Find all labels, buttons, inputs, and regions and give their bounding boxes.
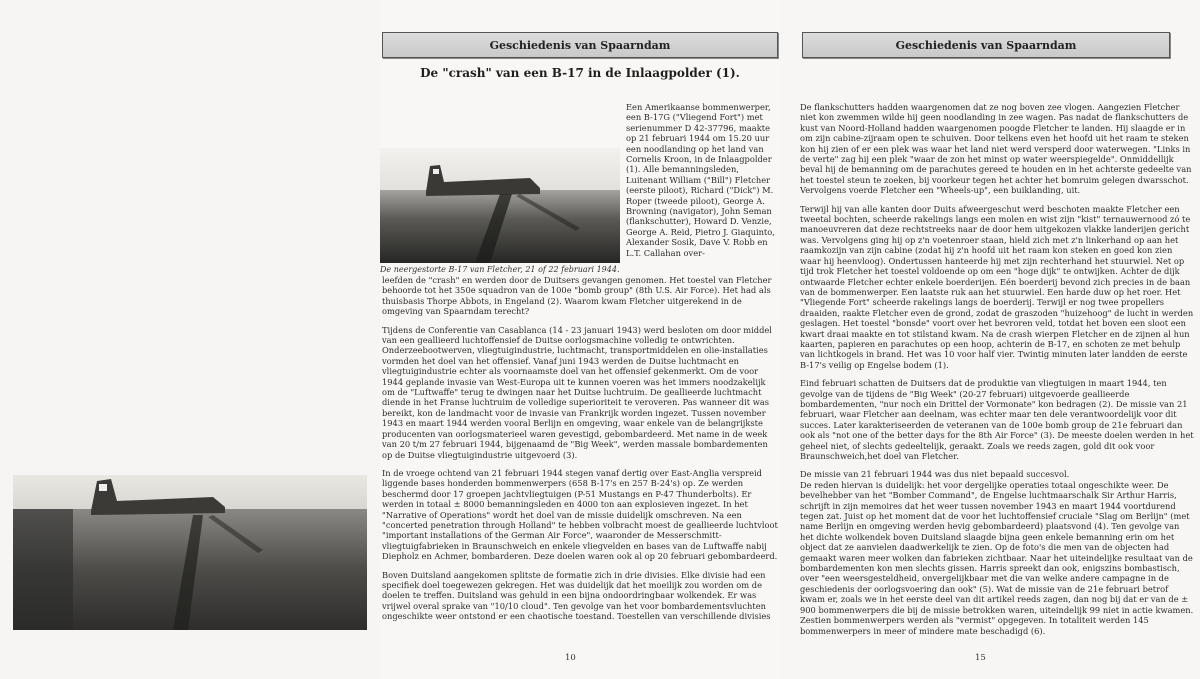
page-header: Geschiedenis van Spaarndam bbox=[802, 32, 1170, 58]
left-scan-page bbox=[0, 0, 380, 679]
paragraph: Eind februari schatten de Duitsers dat de produktie van vliegtuigen in maart 1944, ten gevolge van de tijdens de "Big Week" (20-27 februari) uitgevoerde geallieerde bombardementen, "nur noch ein Drittel der Vormonate" kon bedragen (2). De missie van 21 februari, waar Fletcher aan deelnam, was echter maar ten dele verantwoordelijk voor dit succes. Later karakteriseerden de veteranen van de 100e bomb group de 21e februari dan ook als "not one of the better days for the 8th Air Force" (3). De meeste doelen werden in het geheel niet, of slechts gedeeltelijk, geraakt. Zoals we reeds zagen, gold dit ook voor Braunschweich,het doel van Fletcher. bbox=[800, 378, 1194, 461]
paragraph: De missie van 21 februari 1944 was dus niet bepaald succesvol. bbox=[800, 469, 1070, 480]
paragraph: In de vroege ochtend van 21 februari 1944 stegen vanaf dertig over East-Anglia verspreid liggende bases honderden bommenwerpers (658 B-17's en 257 B-24's) op. Ze werden beschermd door 17 groepen jachtvliegtuigen (P-51 Mustangs en P-47 Thunderbolts). Er werden in totaal ± 8000 bemanningsleden en 4000 ton aan explosieven ingezet. In het "Narrative of Operations" wordt het doel van de missie duidelijk omschreven. Na een "concerted penetration through Holland" te hebben volbracht moest de geallieerde luchtvloot "important installations of the German Air Force", waaronder de Messerschmitt-vliegtuigfabrieken in Braunschweich en enkele vliegvelden en bases van de Luftwaffe nabij Diepholz en Achmer, bombarderen. Deze doelen waren ook al op 20 februari gebombardeerd. bbox=[382, 467, 778, 562]
photo-caption: De neergestorte B-17 van Fletcher, 21 of 22 februari 1944. bbox=[380, 265, 620, 274]
page-15-body bbox=[800, 102, 1195, 644]
page-header: Geschiedenis van Spaarndam bbox=[382, 32, 778, 58]
paragraph: Terwijl hij van alle kanten door Duits afweergeschut werd beschoten maakte Fletcher een tweetal bochten, scheerde rakelings langs een molen en wist zijn "kist" ternauwernood zó te manoeuvreren dat deze rechtstreeks naar de door hem uitgekozen vlakke landerijen gericht was. Vervolgens ging hij op z'n voetenroer staan, hield zich met z'n linkerhand op aan het raamkozijn van zijn cabine (zodat hij z'n hoofd uit het raam kon steken en goed kon zien waar hij heenvloog). Ondertussen hanteerde hij met zijn rechterhand het stuurwiel. Net op tijd trok Fletcher het toestel voldoende op om een "hoge dijk" te ontwijken. Achter de dijk ontwaarde Fletcher echter enkele boerderijen. Eén boerderij bevond zich precies in de baan van de bommenwerper. Een laatste ruk aan het stuurwiel. Een harde duw op het roer. Het "Vliegende Fort" scheerde rakelings langs de boerderij. Terwijl er nog twee propellers draaiden, raakte Fletcher even de grond, zodat de graszoden "huizehoog" de lucht in werden geslagen. Het toestel "bonsde" voort over het bevroren veld, totdat het boven een sloot een kwart draai maakte en tot stilstand kwam. Na de crash wierpen Fletcher en de zijnen al hun kaarten, papieren en parachutes op een hoop, achterin de B-17, en schoten ze met behulp van lichtkogels in brand. Het was 10 voor half vier. Twintig minuten later landden de eerste B-17's veilig op Engelse bodem (1). bbox=[800, 203, 1194, 370]
b17-wreck-photo-large bbox=[13, 475, 367, 630]
paragraph: Tijdens de Conferentie van Casablanca (14 - 23 januari 1943) werd besloten om door middel van een geallieerd luchtoffensief de Duitse oorlogsmachine volledig te ontwrichten. Onderzeebootwerven, vliegtuigindustrie, luchtmacht, transportmiddelen en olie-installaties vormden het doel van het offensief. Vanaf juni 1943 werden de Duitse luchtmacht en vliegtuigindustrie echter als voornaamste doel van het offensief gekenmerkt. Om de voor 1944 geplande invasie van West-Europa uit te kunnen voeren was het immers noodzakelijk om de "Luftwaffe" terug te dwingen naar het Duitse luchtruim. De geallieerde luchtmacht diende in het Franse luchtruim de volledige superioriteit te veroveren. Pas wanneer dit was bereikt, kon de landmacht voor de invasie van Frankrijk worden ingezet. Tussen november 1943 en maart 1944 werden vooral Berlijn en omgeving, waar enkele van de belangrijkste producenten van oorlogsmaterieel waren gevestigd, gebombardeerd. Met name in de week van 20 t/m 27 februari 1944, bijgenaamd de "Big Week", werden massale bombardementen op de Duitse vliegtuigindustrie uitgevoerd (3). bbox=[382, 324, 772, 460]
intro-column-text: Een Amerikaanse bommenwerper, een B-17G ("Vliegend Fort") met serienummer D 42-37796, maakte op 21 februari 1944 om 15.20 uur een noodlanding op het land van Cornelis Kroon, in de Inlaagpolder (1). Alle bemanningsleden, Luitenant William ("Bill") Fletcher (eerste piloot), Richard ("Dick") M. Roper (tweede piloot), George A. Browning (navigator), John Seman (flankschutter), Howard D. Venzie, George A. Reid, Pietro J. Giaquinto, Alexander Sosik, Dave V. Robb en L.T. Callahan over- bbox=[626, 102, 775, 258]
page-number: 15 bbox=[975, 653, 986, 663]
photo-block bbox=[380, 148, 620, 275]
page-number: 10 bbox=[565, 653, 576, 663]
page-10 bbox=[380, 0, 780, 679]
photo-graphic bbox=[13, 475, 367, 630]
paragraph: De flankschutters hadden waargenomen dat ze nog boven zee vlogen. Aangezien Fletcher niet kon zwemmen wilde hij geen noodlanding in zee wagen. Pas nadat de flankschutters de kust van Noord-Holland hadden waargenomen poogde Fletcher te landen. Hij slaagde er in om zijn cabine-zijraam open te schuiven. Door telkens even het hoofd uit het raam te steken kon hij zien of er een plek was waar het land niet werd versperd door waterwegen. "Links in de verte" zag hij een plek "waar de zon het minst op water weerspiegelde". Onmiddellijk beval hij de bemanning om de parachutes gereed te houden en in het achterste gedeelte van het toestel steun te zoeken, bij voorkeur tegen het achter het bomruim gelegen dwarsschot. Vervolgens voerde Fletcher een "Wheels-up", een buiklanding, uit. bbox=[800, 102, 1192, 196]
b17-wreck-photo bbox=[380, 148, 620, 263]
photo-graphic bbox=[380, 148, 620, 263]
paragraph: leefden de "crash" en werden door de Duitsers gevangen genomen. Het toestel van Fletcher behoorde tot het 350e squadron van de 100e "bomb group" (8th U.S. Air Force). Het had als thuisbasis Thorpe Abbots, in Engeland (2). Waarom kwam Fletcher uitgerekend in de omgeving van Spaarndam terecht? bbox=[382, 275, 772, 317]
paragraph: De reden hiervan is duidelijk: het voor dergelijke operaties totaal ongeschikte weer. De bevelhebber van het "Bomber Command", de Engelse luchtmaarschalk Sir Arthur Harris, schrijft in zijn memoires dat het weer tussen november 1943 en maart 1944 voortdurend tegen zat. Juist op het moment dat de voor het luchtoffensief cruciale "Slag om Berlijn" (met name Berlijn en omgeving werden hevig gebombardeerd) plaatsvond (4). Ten gevolge van het dichte wolkendek boven Duitsland slaagde bijna geen enkele bemanning erin om het object dat ze aanvielen daadwerkelijk te zien. Op de foto's die men van de objecten had gemaakt waren meer wolken dan fabrieken zichtbaar. Naar het uiteindelijke resultaat van de bombardementen kon men slechts gissen. Harris spreekt dan ook, enigszins bombastisch, over "een weersgesteldheid, onvergelijkbaar met die van welke andere campagne in de geschiedenis der oorlogsvoering dan ook" (5). Wat de missie van de 21e februari betrof kwam er, zoals we in het eerste deel van dit artikel reeds zagen, dan nog bij dat er van de ± 900 bommenwerpers die bij de missie betrokken waren, uiteindelijk 99 niet in actie kwamen. Zestien bommenwerpers werden als "vermist" opgegeven. In totaliteit werden 145 bommenwerpers in meer of mindere mate beschadigd (6). bbox=[800, 479, 1194, 636]
page-10-body bbox=[382, 102, 778, 630]
paragraph: Boven Duitsland aangekomen splitste de formatie zich in drie divisies. Elke divisie had een specifiek doel toegewezen gekregen. Het was duidelijk dat het moeilijk zou worden om de doelen te treffen. Duitsland was gehuld in een bijna ondoordringbaar wolkendek. Er was vrijwel overal sprake van "10/10 cloud". Ten gevolge van het voor bombardementsvluchten ongeschikte weer ontstond er een chaotische toestand. Toestellen van verschillende divisies bbox=[382, 569, 771, 622]
article-title: De "crash" van een B-17 in de Inlaagpolder (1). bbox=[420, 66, 740, 80]
page-15 bbox=[780, 0, 1200, 679]
